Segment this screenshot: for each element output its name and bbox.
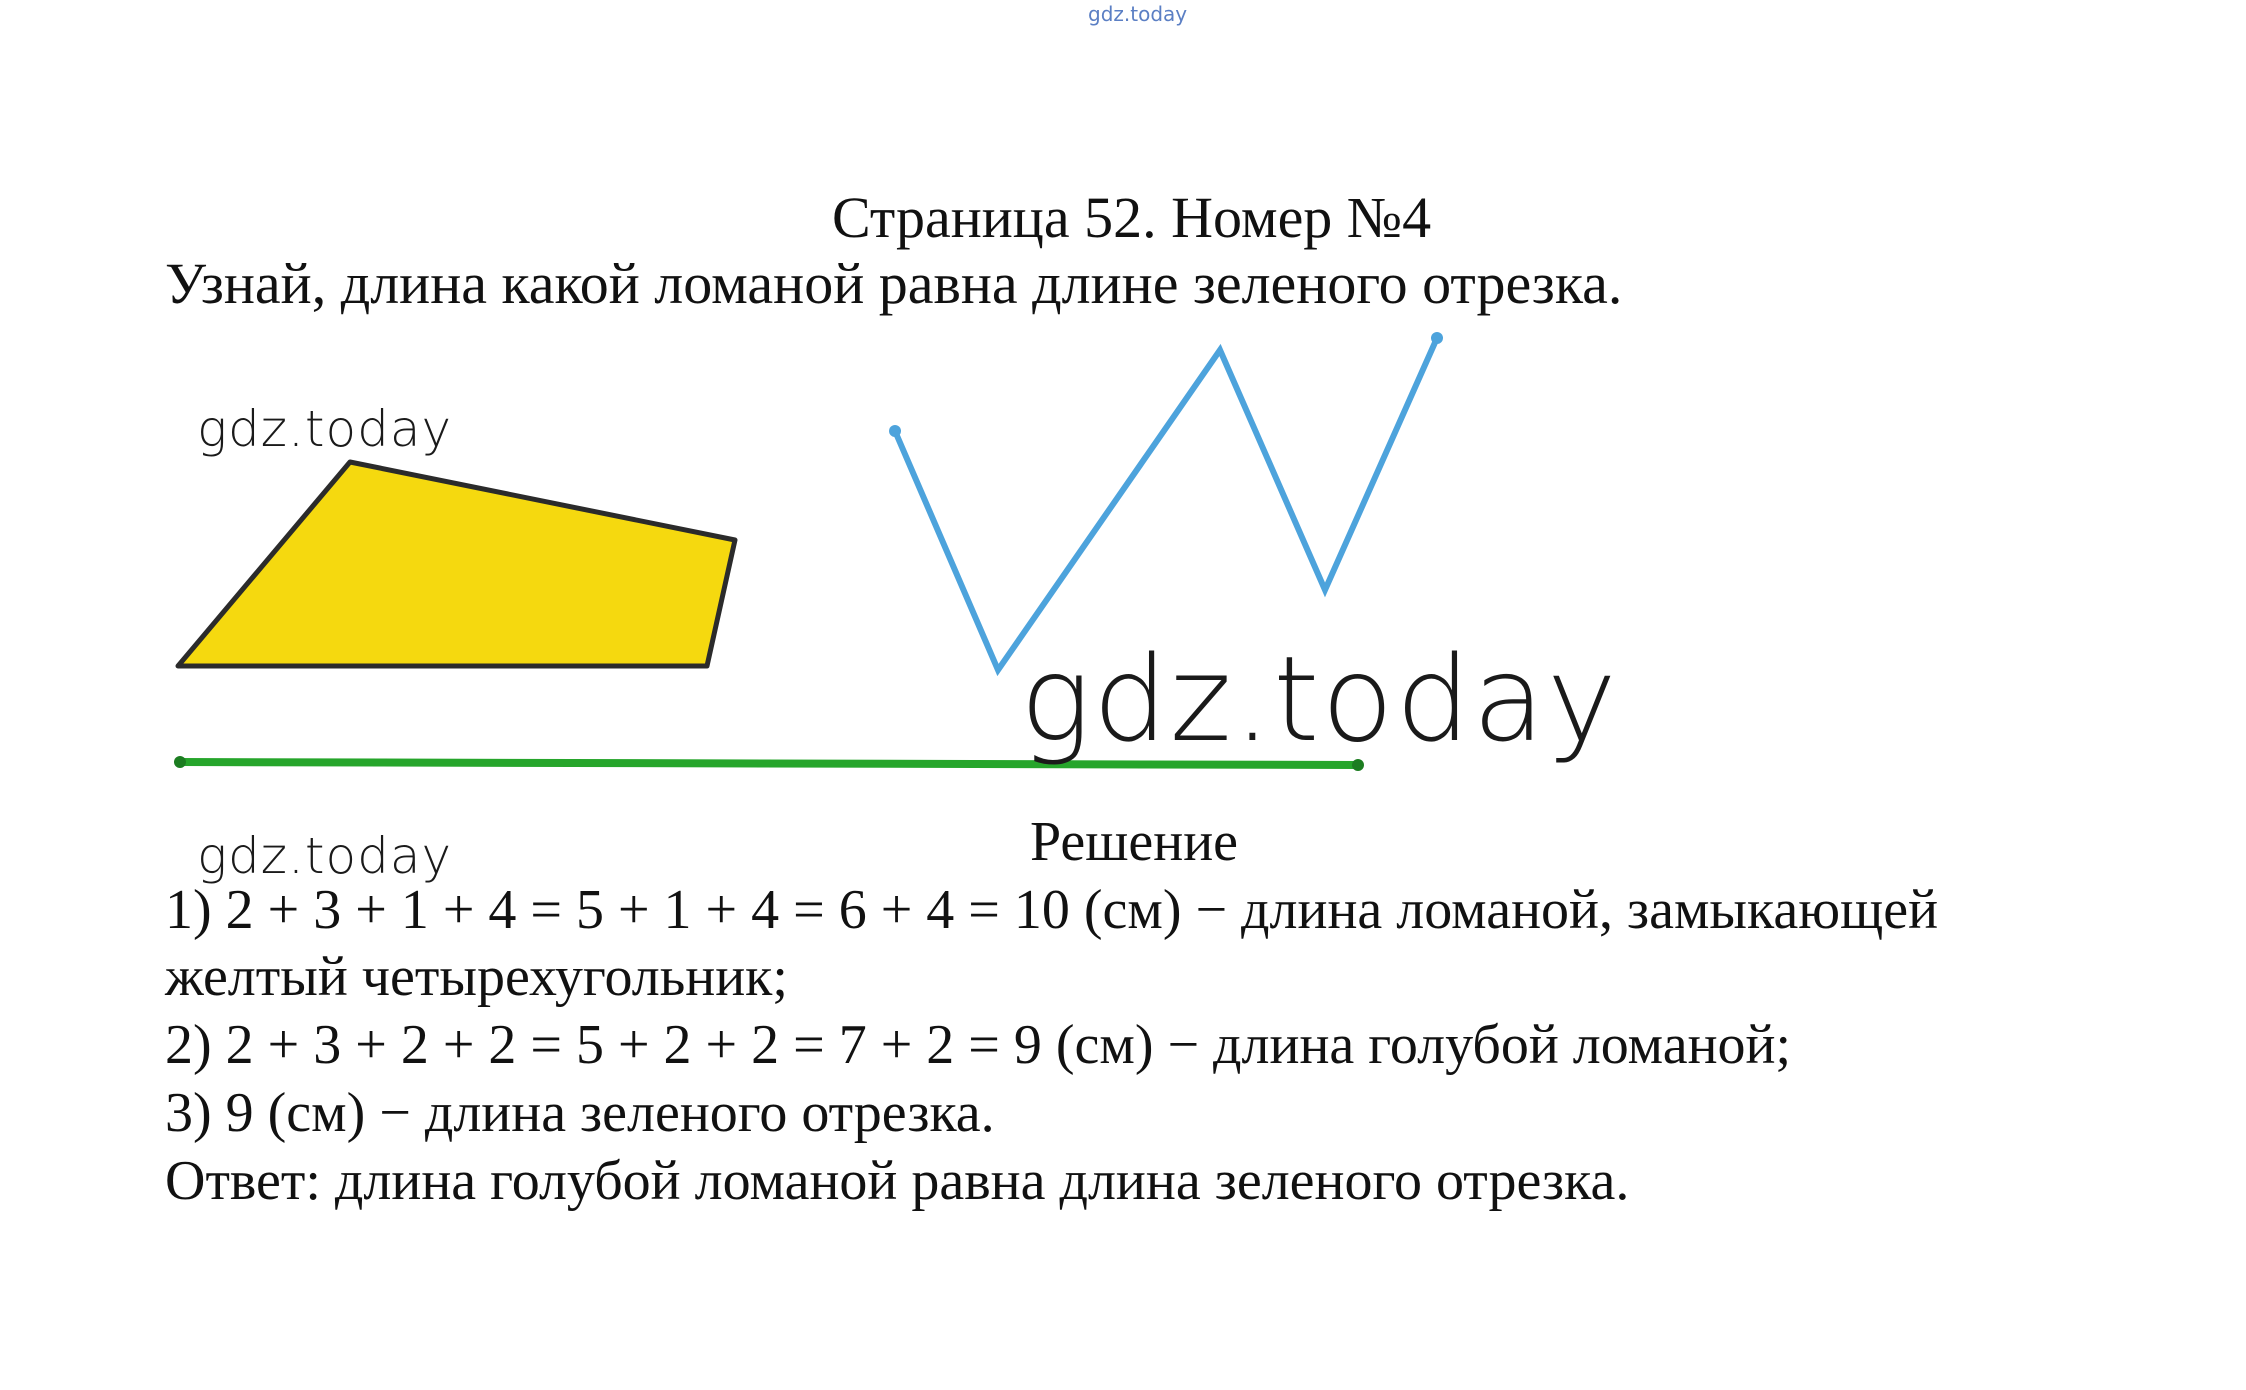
watermark-lower-left: gdz.today [197,827,453,885]
solution-line: 2) 2 + 3 + 2 + 2 = 5 + 2 + 2 = 7 + 2 = 9 (см) − длина голубой ломаной; [165,1014,1792,1076]
solution-heading: Решение [1030,811,1239,873]
yellow-quadrilateral [178,462,735,666]
blue-polyline-endpoint-start [889,425,901,437]
blue-polyline [895,338,1437,670]
watermark-center: gdz.today [1020,630,1619,768]
solution-line: 1) 2 + 3 + 1 + 4 = 5 + 1 + 4 = 6 + 4 = 10 (см) − длина ломаной, замыкающей [165,879,1939,941]
page-title: Страница 52. Номер №4 [832,185,1432,250]
watermark-upper-left: gdz.today [197,400,453,458]
answer-line: Ответ: длина голубой ломаной равна длина зеленого отрезка. [165,1150,1630,1212]
solution-line: желтый четырехугольник; [165,946,788,1008]
blue-polyline-endpoint-end [1431,332,1443,344]
green-segment-endpoint-start [174,756,186,768]
task-text: Узнай, длина какой ломаной равна длине зеленого отрезка. [165,251,1623,316]
solution-line: 3) 9 (см) − длина зеленого отрезка. [165,1082,995,1144]
watermark-top: gdz.today [1088,2,1188,26]
